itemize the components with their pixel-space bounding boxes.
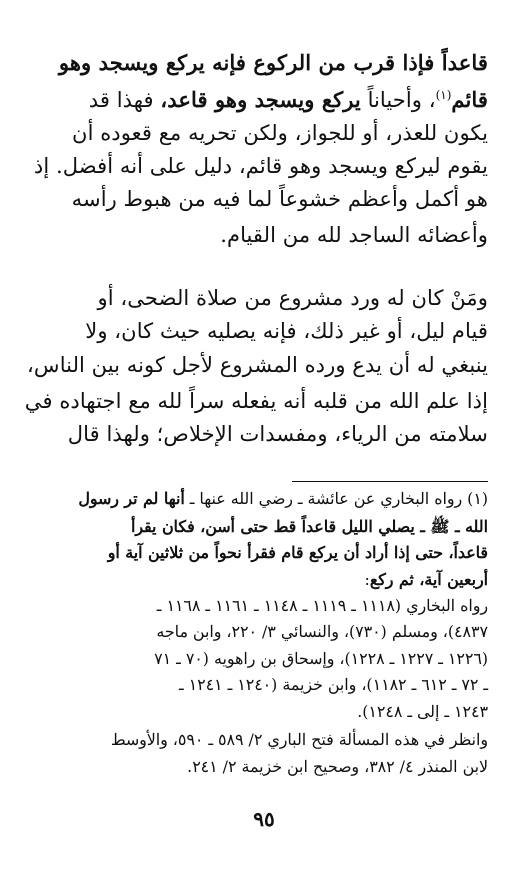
footnote-line [40,489,488,508]
footnote-separator [292,481,488,482]
body-text-segment: ومَنْ كان له ورد مشروع من صلاة الضحى، أو [97,285,488,310]
footnote-text-segment: أربعين آية، ثم ركع [369,570,488,589]
body-text-segment: يقوم ليركع ويسجد وهو قائم، دليل على أنه أفضل. إذ [33,153,488,178]
body-line [40,285,488,310]
footnote-text-segment: لابن المنذر ٤/ ٣٨٢، وصحيح ابن خزيمة ٢/ ٢٤١. [187,757,488,776]
body-text-segment: قاعداً فإذا قرب من الركوع فإنه يركع ويسجد وهو [58,50,488,75]
footnote-text-segment: قاعداً، حتى إذا أراد أن يركع قام فقرأ نحواً من ثلاثين آية أو [107,543,488,562]
footnote-text-segment: ـ ٧٢ ـ ٦١٢ ـ ١١٨٢)، وابن خزيمة (١٢٤٠ ـ ١٢٤١ ـ [178,675,488,694]
body-line [40,421,488,446]
page-number: ٩٥ [253,807,275,831]
body-text-segment: إذا علم الله من قلبه أنه يفعله سراً لله مع اجتهاده في [24,388,488,413]
body-text-segment: وأعضائه الساجد لله من القيام. [220,222,488,247]
body-line [40,120,488,145]
footnote-text-segment: ٤٨٣٧)، ومسلم (٧٣٠)، والنسائي ٣/ ٢٢٠، وابن ماجه [156,622,488,641]
body-text-segment: ، وأحياناً [360,87,436,112]
body-text-segment: قائم [451,87,488,112]
footnote-text-segment: ١٢٤٣ ـ إلى ـ ١٢٤٨). [357,702,488,721]
body-text-segment: يكون للعذر، أو للجواز، ولكن تحريه مع قعوده أن [72,120,488,145]
body-line [40,318,488,343]
footnote-line [40,517,488,540]
body-text-segment: فهذا قد [88,87,161,112]
body-line [24,388,488,413]
footnote-text-segment: الله ـ ﷺ ـ يصلي الليل قاعداً قط حتى أسن، فكان يقرأ [130,517,488,536]
footnote-line [40,570,488,589]
footnote-text-segment: وانظر في هذه المسألة فتح الباري ٢/ ٥٨٩ ـ ٥٩٠، والأوسط [110,730,488,749]
footnote-line [40,622,488,641]
body-text-segment: يركع ويسجد وهو قاعد، [160,87,361,112]
footnote-text-segment: (١) رواه البخاري عن عائشة ـ رضي الله عنها ـ [184,489,488,508]
footnote-line [40,675,488,694]
body-line [40,186,488,211]
footnote-line [40,757,488,776]
body-line [40,222,488,247]
footnote-text-segment: : [364,570,370,589]
body-line [40,50,488,75]
footnote-text-segment: (١٢٢٦ ـ ١٢٢٧ ـ ١٢٢٨)، وإسحاق بن راهويه (٧٠ ـ ٧١ [154,649,488,668]
footnote-line [40,543,488,562]
body-text-segment: ينبغي له أن يدع ورده المشروع لأجل كونه بين الناس، [27,352,488,377]
footnote-line [40,649,488,668]
footnote-reference: (١) [435,87,452,102]
footnote-line [40,730,488,749]
footnote-text-segment: رواه البخاري (١١١٨ ـ ١١١٩ ـ ١١٤٨ ـ ١١٦١ ـ ١١٦٨ ـ [156,596,488,615]
body-line [33,153,488,178]
body-text-segment: هو أكمل وأعظم خشوعاً لما فيه من هبوط رأسه [71,186,488,211]
footnote-line [40,596,488,615]
footnote-text-segment: أنها لم تر رسول [78,489,185,508]
body-text-segment: قيام ليل، أو غير ذلك، فإنه يصليه حيث كان، ولا [85,318,488,343]
body-line [40,87,488,112]
footnote-line [40,702,488,721]
body-line [27,352,488,377]
body-text-segment: سلامته من الرياء، ومفسدات الإخلاص؛ ولهذا قال [67,421,488,446]
